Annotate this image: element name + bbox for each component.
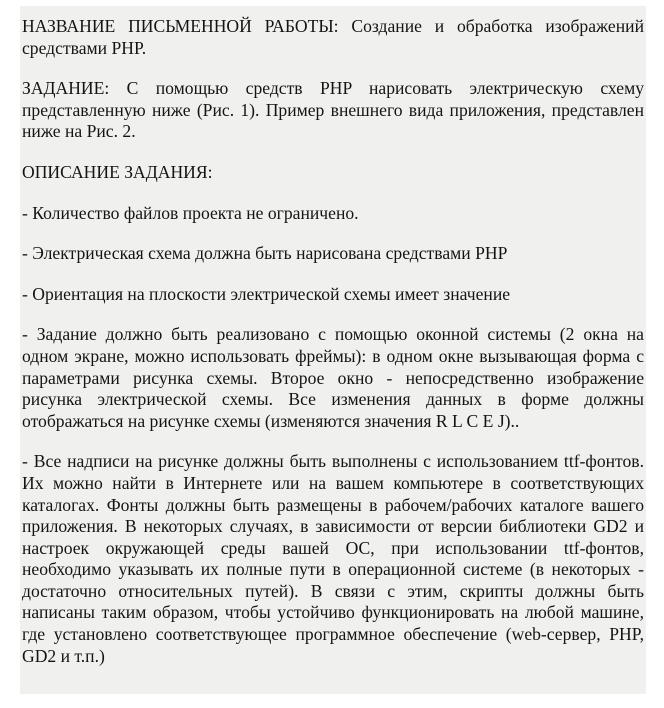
document-body [22,16,644,686]
requirement-item: - Количество файлов проекта не ограничено. [22,202,359,223]
requirement-item: - Ориентация на плоскости электрической схемы имеет значение [22,283,511,304]
document-page [20,6,646,694]
requirement-item: - Электрическая схема должна быть нарисована средствами PHP [22,243,508,264]
requirement-item: - Все надписи на рисунке должны быть выполнены с использованием ttf-фонтов. Их можно найти в Интернете или на вашем компьютере в соответствующих каталогах. Фонты должны быть размещены в рабочем/рабочих каталоге вашего приложения. В некоторых случаях, в зависимости от версии библиотеки GD2 и настроек окружающей среды вашей ОС, при использовании ttf-фонтов, необходимо указывать их полные пути в операционной системе (в некоторых - достаточно относительных путей). В связи с этим, скрипты должны быть написаны таким образом, чтобы устойчиво функционировать на любой машине, где установлено соответствующее программное обеспечение (web-сервер, PHP, GD2 и т.п.) [22,451,644,666]
work-title: НАЗВАНИЕ ПИСЬМЕННОЙ РАБОТЫ: Создание и обработка изображений средствами PHP. [22,16,644,58]
description-heading: ОПИСАНИЕ ЗАДАНИЯ: [22,161,213,182]
task-paragraph: ЗАДАНИЕ: С помощью средств PHP нарисовать электрическую схему представленную ниже (Рис. 1). Пример внешнего вида приложения, представлен ниже на Рис. 2. [22,78,644,142]
requirement-item: - Задание должно быть реализовано с помощью оконной системы (2 окна на одном экране, можно использовать фреймы): в одном окне вызывающая форма с параметрами рисунка схемы. Второе окно - непосредственно изображение рисунка электрической схемы. Все изменения данных в форме должны отображаться на рисунке схемы (изменяются значения R L C E J).. [22,324,644,431]
